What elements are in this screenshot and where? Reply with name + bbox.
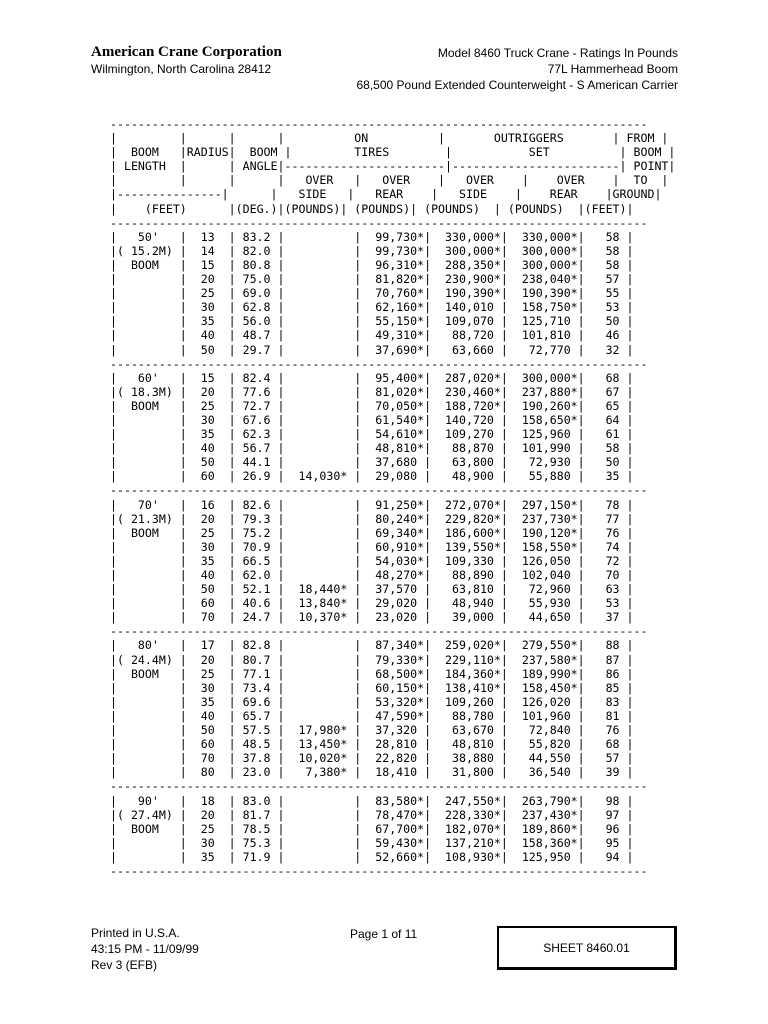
table-line: -----------------------------------------------------------------------------	[110, 779, 648, 794]
table-line: | | 30 | 73.4 | | 60,150*| 138,410*| 158,450*| 85 |	[110, 680, 634, 695]
table-line: -----------------------------------------------------------------------------	[110, 624, 648, 639]
footer-info	[91, 925, 199, 973]
load-ratings-table	[110, 117, 675, 878]
table-line: | | 50 | 44.1 | | 37,680 | 63,800 | 72,930 | 50 |	[110, 455, 634, 470]
table-line: |---------------| | SIDE | REAR | SIDE | REAR |GROUND|	[110, 187, 662, 202]
table-line: | BOOM | 25 | 72.7 | | 70,050*| 188,720*| 190,260*| 65 |	[110, 398, 634, 413]
table-line: | BOOM | 25 | 77.1 | | 68,500*| 184,360*| 189,990*| 86 |	[110, 666, 634, 681]
table-line: | | 40 | 65.7 | | 47,590*| 88,780 | 101,960 | 81 |	[110, 708, 634, 723]
printed-location: Printed in U.S.A.	[91, 926, 180, 940]
table-line: | | 30 | 62.8 | | 62,160*| 140,010 | 158,750*| 53 |	[110, 300, 634, 315]
company-name: American Crane Corporation	[91, 44, 282, 60]
page-number: Page 1 of 11	[350, 927, 418, 941]
table-line: -----------------------------------------------------------------------------	[110, 356, 648, 371]
table-line: | 50' | 13 | 83.2 | | 99,730*| 330,000*| 330,000*| 58 |	[110, 229, 634, 244]
table-line: | | 60 | 26.9 | 14,030* | 29,080 | 48,900 | 55,880 | 35 |	[110, 469, 634, 484]
table-line: -----------------------------------------------------------------------------	[110, 863, 648, 878]
table-line: | | 30 | 67.6 | | 61,540*| 140,720 | 158,650*| 64 |	[110, 412, 634, 427]
table-line: | | 70 | 37.8 | 10,020* | 22,820 | 38,880 | 44,550 | 57 |	[110, 751, 634, 766]
table-line: | | 35 | 62.3 | | 54,610*| 109,270 | 125,960 | 61 |	[110, 427, 634, 442]
table-line: | | 60 | 40.6 | 13,840* | 29,020 | 48,940 | 55,930 | 53 |	[110, 596, 634, 611]
table-line: -----------------------------------------------------------------------------	[110, 215, 648, 230]
model-title: Model 8460 Truck Crane - Ratings In Pounds	[437, 46, 678, 60]
table-line: | 80' | 17 | 82.8 | | 87,340*| 259,020*| 279,550*| 88 |	[110, 638, 634, 653]
table-line: | (FEET) |(DEG.)|(POUNDS)| (POUNDS)| (POUNDS) | (POUNDS) |(FEET)|	[110, 201, 634, 216]
table-line: | 70' | 16 | 82.6 | | 91,250*| 272,070*| 297,150*| 78 |	[110, 497, 634, 512]
table-line: | | 40 | 56.7 | | 48,810*| 88,870 | 101,990 | 58 |	[110, 441, 634, 456]
table-line: | | 40 | 48.7 | | 49,310*| 88,720 | 101,810 | 46 |	[110, 328, 634, 343]
table-line: | | 35 | 71.9 | | 52,660*| 108,930*| 125,950 | 94 |	[110, 849, 634, 864]
table-line: | | 60 | 48.5 | 13,450* | 28,810 | 48,810 | 55,820 | 68 |	[110, 737, 634, 752]
revision: Rev 3 (EFB)	[91, 958, 158, 972]
table-line: | | 20 | 75.0 | | 81,820*| 230,900*| 238,040*| 57 |	[110, 272, 634, 287]
table-line: | LENGTH | | ANGLE|-----------------------|------------------------| POINT|	[110, 159, 676, 174]
table-line: | | 30 | 70.9 | | 60,910*| 139,550*| 158,550*| 74 |	[110, 539, 634, 554]
table-line: | BOOM |RADIUS| BOOM | TIRES | SET | BOOM |	[110, 145, 676, 160]
table-line: | | 30 | 75.3 | | 59,430*| 137,210*| 158,360*| 95 |	[110, 835, 634, 850]
table-line: |( 27.4M) | 20 | 81.7 | | 78,470*| 228,330*| 237,430*| 97 |	[110, 807, 634, 822]
boom-type: 77L Hammerhead Boom	[547, 62, 678, 76]
table-line: |( 15.2M) | 14 | 82.0 | | 99,730*| 300,000*| 300,000*| 58 |	[110, 243, 634, 258]
table-line: | BOOM | 25 | 75.2 | | 69,340*| 186,600*| 190,120*| 76 |	[110, 525, 634, 540]
document-title-block	[356, 45, 678, 93]
table-line: | | 25 | 69.0 | | 70,760*| 190,390*| 190,390*| 55 |	[110, 286, 634, 301]
table-line: -----------------------------------------------------------------------------	[110, 483, 648, 498]
table-line: | 90' | 18 | 83.0 | | 83,580*| 247,550*| 263,790*| 98 |	[110, 793, 634, 808]
table-line: |( 21.3M) | 20 | 79.3 | | 80,240*| 229,820*| 237,730*| 77 |	[110, 511, 634, 526]
table-line: | BOOM | 25 | 78.5 | | 67,700*| 182,070*| 189,860*| 96 |	[110, 821, 634, 836]
counterweight-info: 68,500 Pound Extended Counterweight - S American Carrier	[356, 78, 678, 92]
table-line: | | 70 | 24.7 | 10,370* | 23,020 | 39,000 | 44,650 | 37 |	[110, 610, 634, 625]
table-line: | | | | OVER | OVER | OVER | OVER | TO |	[110, 173, 669, 188]
sheet-number: SHEET 8460.01	[543, 940, 630, 955]
table-line: -----------------------------------------------------------------------------	[110, 117, 648, 131]
table-line: | 60' | 15 | 82.4 | | 95,400*| 287,020*| 300,000*| 68 |	[110, 370, 634, 385]
table-line: | | 50 | 29.7 | | 37,690*| 63,660 | 72,770 | 32 |	[110, 342, 634, 357]
company-address: Wilmington, North Carolina 28412	[91, 62, 272, 76]
table-line: | | 80 | 23.0 | 7,380* | 18,410 | 31,800 | 36,540 | 39 |	[110, 765, 634, 780]
table-line: |( 18.3M) | 20 | 77.6 | | 81,020*| 230,460*| 237,880*| 67 |	[110, 384, 634, 399]
table-line: | | 50 | 57.5 | 17,980* | 37,320 | 63,670 | 72,840 | 76 |	[110, 723, 634, 738]
table-line: | | 35 | 66.5 | | 54,030*| 109,330 | 126,050 | 72 |	[110, 553, 634, 568]
table-line: | | | | ON | OUTRIGGERS | FROM |	[110, 131, 669, 146]
table-line: | | 50 | 52.1 | 18,440* | 37,570 | 63,810 | 72,960 | 63 |	[110, 582, 634, 597]
table-line: | | 40 | 62.0 | | 48,270*| 88,890 | 102,040 | 70 |	[110, 568, 634, 582]
table-line: |( 24.4M) | 20 | 80.7 | | 79,330*| 229,110*| 237,580*| 87 |	[110, 652, 634, 667]
table-line: | | 35 | 56.0 | | 55,150*| 109,070 | 125,710 | 50 |	[110, 314, 634, 329]
table-line: | | 35 | 69.6 | | 53,320*| 109,260 | 126,020 | 83 |	[110, 694, 634, 709]
print-timestamp: 43:15 PM - 11/09/99	[91, 942, 199, 956]
sheet-box	[497, 926, 677, 970]
table-line: | BOOM | 15 | 80.8 | | 96,310*| 288,350*| 300,000*| 58 |	[110, 257, 634, 272]
